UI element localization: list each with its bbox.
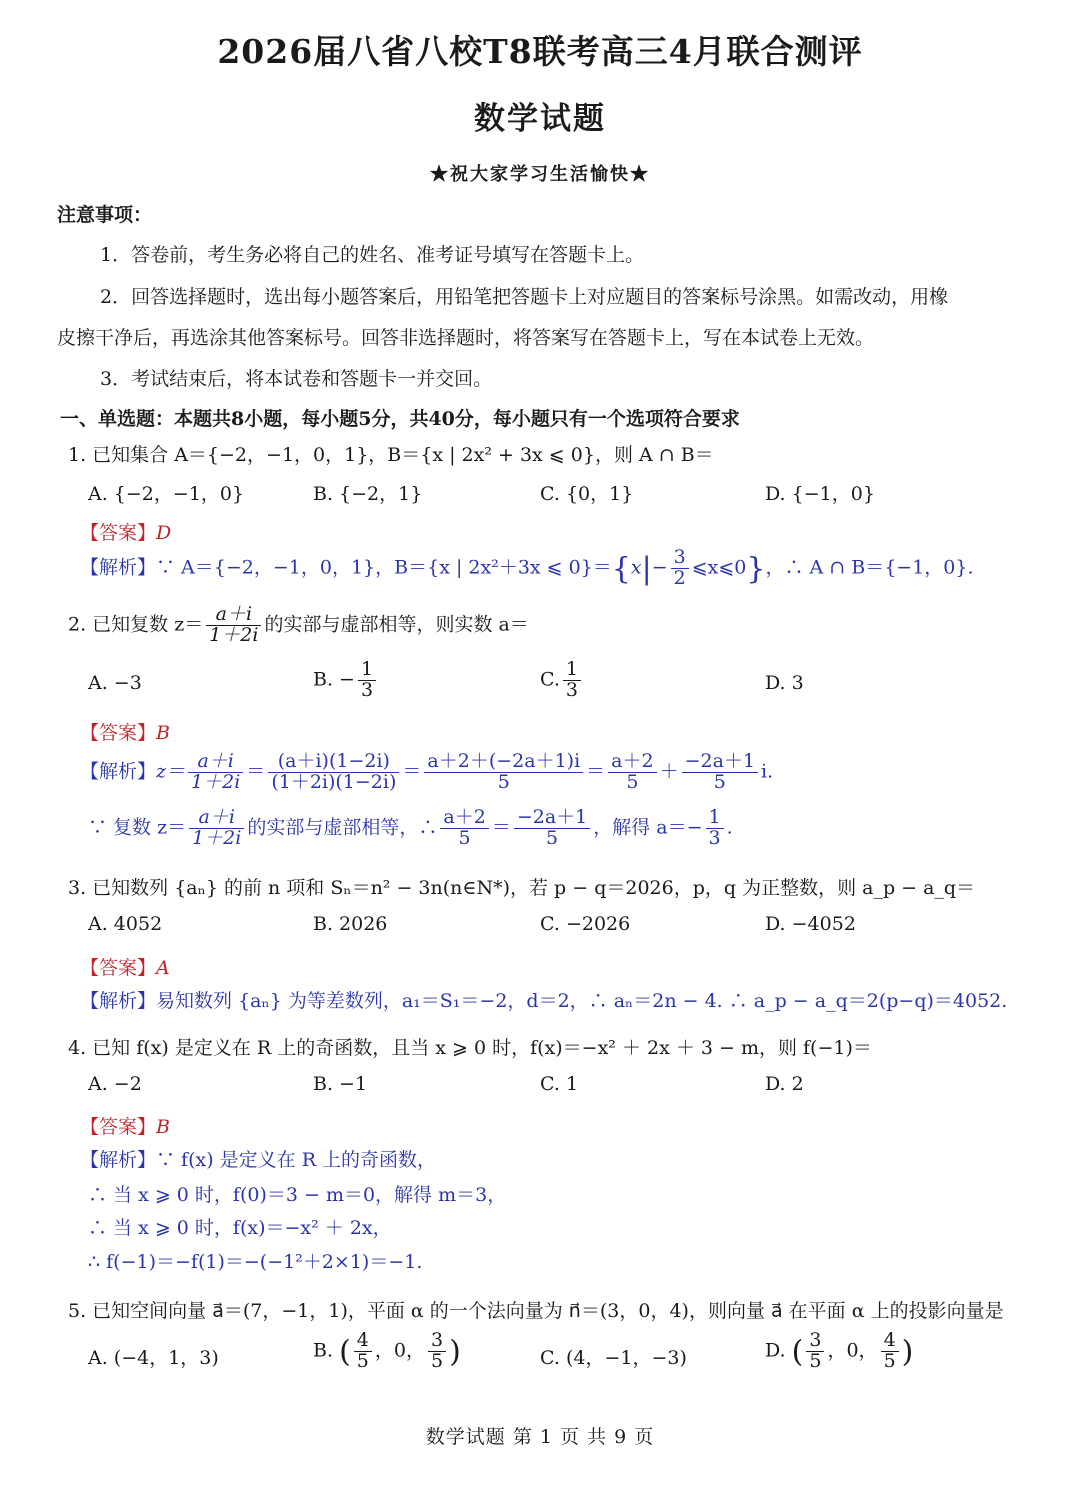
right-brace: } <box>746 551 766 587</box>
fraction-denominator: 3 <box>565 678 578 701</box>
fraction <box>354 1331 372 1372</box>
fraction <box>189 808 244 849</box>
fraction <box>881 1331 899 1372</box>
fraction <box>671 548 689 589</box>
fraction-denominator: (1＋2i)(1−2i) <box>271 770 397 793</box>
q4-option-d: D. 2 <box>765 1073 804 1095</box>
divider-bar: | <box>641 551 652 587</box>
left-paren: ( <box>791 1334 804 1370</box>
fraction-numerator: a＋i <box>189 808 244 829</box>
fraction-denominator: 1＋2i <box>209 623 259 646</box>
fraction-numerator: a＋i <box>206 605 261 626</box>
fraction-numerator: 3 <box>428 1331 446 1352</box>
q4-analysis-line-4: ∴ f(−1)＝−f(1)＝−(−1²＋2×1)＝−1. <box>88 1251 423 1273</box>
q2-analysis-part-1: ∵ 复数 z＝ <box>88 816 187 839</box>
q2-stem <box>68 605 529 646</box>
fraction-numerator: a＋2 <box>440 808 488 829</box>
notice-item-3: 3．考试结束后，将本试卷和答题卡一并交回。 <box>100 368 493 390</box>
q5-option-b-prefix: B. <box>313 1339 334 1362</box>
left-brace: { <box>611 551 631 587</box>
q5-option-a: A. (−4，1，3) <box>88 1347 219 1369</box>
fraction-denominator: 5 <box>713 770 726 793</box>
q2-analysis-part-2: 的实部与虚部相等，∴ <box>247 816 438 839</box>
fraction <box>563 660 581 701</box>
fraction-denominator: 5 <box>809 1349 822 1372</box>
answer-label: 【答案】 <box>80 1116 157 1138</box>
q5-option-c: C. (4，−1，−3) <box>540 1347 687 1369</box>
q2-option-c <box>540 660 584 701</box>
q2-analysis-i: i. <box>761 760 774 783</box>
notice-item-1: 1．答卷前，考生务必将自己的姓名、准考证号填写在答题卡上。 <box>100 244 645 266</box>
q3-option-c: C. −2026 <box>540 913 631 935</box>
fraction-numerator: −2a＋1 <box>514 808 590 829</box>
q2-option-b <box>313 660 379 701</box>
q1-analysis <box>80 548 974 589</box>
q1-option-a: A. {−2，−1，0} <box>88 483 245 505</box>
q3-stem: 3. 已知数列 {aₙ} 的前 n 项和 Sₙ＝n² − 3n(n∈N*)，若 p − q＝2026，p，q 为正整数，则 a_p − a_q＝ <box>68 877 976 899</box>
fraction <box>608 752 656 793</box>
fraction <box>188 752 243 793</box>
q1-stem: 1. 已知集合 A＝{−2，−1，0，1}，B＝{x | 2x² + 3x ⩽ 0}，则 A ∩ B＝ <box>68 444 714 466</box>
q1-analysis-var: x <box>630 556 642 579</box>
q3-answer-value: A <box>156 957 170 979</box>
analysis-label: 【解析】 <box>80 556 157 579</box>
fraction-numerator: −2a＋1 <box>682 752 758 773</box>
q5-option-b <box>313 1331 461 1372</box>
fraction-numerator: a＋i <box>188 752 243 773</box>
separator: ，0， <box>374 1339 425 1362</box>
fraction-denominator: 2 <box>673 566 686 589</box>
q4-option-a: A. −2 <box>88 1073 142 1095</box>
q1-answer-value: D <box>156 522 172 544</box>
q1-analysis-part-3: ，∴ A ∩ B＝{−1，0}. <box>765 556 974 579</box>
q1-analysis-part-1: ∵ A＝{−2，−1，0，1}，B＝{x | 2x²＋3x ⩽ 0}＝ <box>156 556 612 579</box>
q2-stem-part-2: 的实部与虚部相等，则实数 a＝ <box>264 613 529 636</box>
fraction <box>424 752 583 793</box>
fraction-denominator: 3 <box>708 826 721 849</box>
analysis-label: 【解析】 <box>80 1149 157 1171</box>
fraction <box>682 752 758 793</box>
q5-option-d-prefix: D. <box>765 1339 786 1362</box>
fraction-denominator: 5 <box>883 1349 896 1372</box>
q4-answer-value: B <box>156 1116 170 1138</box>
fraction-numerator: a＋2 <box>608 752 656 773</box>
q3-analysis <box>80 986 1007 1013</box>
q5-stem: 5. 已知空间向量 a⃗＝(7，−1，1)，平面 α 的一个法向量为 n⃗＝(3，0，4)，则向量 a⃗ 在平面 α 上的投影向量是 <box>68 1300 1004 1322</box>
fraction-denominator: 3 <box>360 678 374 701</box>
fraction-denominator: 5 <box>626 770 639 793</box>
q1-analysis-minus: − <box>651 556 668 579</box>
q2-option-d: D. 3 <box>765 672 804 694</box>
q2-option-b-prefix: B. − <box>313 668 355 691</box>
fraction-numerator: 4 <box>881 1331 899 1352</box>
fraction-numerator: 1 <box>563 660 581 681</box>
q2-option-c-prefix: C. <box>540 668 560 691</box>
fraction-numerator: a＋2＋(−2a＋1)i <box>424 752 583 773</box>
fraction-denominator: 5 <box>497 770 510 793</box>
q2-analysis-period: . <box>726 816 733 839</box>
motto: ★祝大家学习生活愉快★ <box>430 164 650 185</box>
left-paren: ( <box>339 1334 351 1370</box>
notice-item-2-line-2: 皮擦干净后，再选涂其他答案标号。回答非选择题时，将答案写在答题卡上，写在本试卷上无效。 <box>57 327 875 349</box>
fraction-numerator: 1 <box>358 660 376 681</box>
exam-subtitle: 数学试题 <box>474 101 606 137</box>
q1-analysis-part-2: ⩽x⩽0 <box>691 556 747 579</box>
q1-option-b: B. {−2，1} <box>313 483 423 505</box>
fraction-numerator: 1 <box>706 808 724 829</box>
fraction <box>268 752 399 793</box>
fraction-numerator: 3 <box>806 1331 824 1352</box>
section-heading: 一、单选题：本题共8小题，每小题5分，共40分，每小题只有一个选项符合要求 <box>60 408 740 430</box>
q4-analysis-text-1: ∵ f(x) 是定义在 R 上的奇函数， <box>156 1149 437 1171</box>
exam-title: 2026届八省八校T8联考高三4月联合测评 <box>217 32 863 71</box>
q5-option-d <box>765 1331 913 1372</box>
q2-analysis-part-3: ，解得 a＝− <box>593 816 703 839</box>
fraction-numerator: 4 <box>354 1331 372 1352</box>
q4-stem: 4. 已知 f(x) 是定义在 R 上的奇函数，且当 x ⩾ 0 时，f(x)＝−x² ＋ 2x ＋ 3 − m，则 f(−1)＝ <box>68 1037 872 1059</box>
notice-heading: 注意事项： <box>57 204 153 226</box>
q3-option-b: B. 2026 <box>313 913 388 935</box>
q3-answer <box>80 953 170 980</box>
fraction-denominator: 5 <box>356 1349 369 1372</box>
notice-item-2-line-1: 2．回答选择题时，选出每小题答案后，用铅笔把答题卡上对应题目的答案标号涂黑。如需改动，用橡 <box>100 286 949 308</box>
fraction-denominator: 5 <box>458 826 471 849</box>
q4-analysis-line-2: ∴ 当 x ⩾ 0 时，f(0)＝3 − m＝0，解得 m＝3， <box>88 1184 507 1206</box>
fraction-numerator: 3 <box>671 548 689 569</box>
answer-label: 【答案】 <box>80 522 157 544</box>
q3-option-d: D. −4052 <box>765 913 856 935</box>
q2-analysis-line-2: ∵ 复数 z＝ $\frac{a+i}{1+2i}$ 的实部与虚部相等，∴ $\frac{a+2}{5}$ ＝ $\frac{-2a+1}{5}$ ，解得 a＝− $\frac{1}{3}$ . <box>88 806 733 849</box>
fraction-numerator: (a＋i)(1−2i) <box>268 752 399 773</box>
q1-option-c: C. {0，1} <box>540 483 634 505</box>
q4-answer <box>80 1112 170 1139</box>
q2-analysis-line-1: 【解析】z＝ $\frac{a+i}{1+2i}$ ＝ $\frac{(a+i)(1-2i)}{(1+2i)(1-2i)}$ ＝ $\frac{a+2+(-2a+1)i}{5}$ ＝ $\frac{a+2}{5}$ ＋ $\frac{-2a+1}{5}$ i. <box>80 750 774 793</box>
q2-answer-value: B <box>156 722 170 744</box>
fraction <box>358 660 376 701</box>
fraction <box>806 1331 824 1372</box>
q4-option-c: C. 1 <box>540 1073 579 1095</box>
q4-analysis-line-3: ∴ 当 x ⩾ 0 时，f(x)＝−x² ＋ 2x， <box>88 1217 392 1239</box>
fraction <box>428 1331 446 1372</box>
page-footer: 数学试题 第 1 页 共 9 页 <box>425 1426 655 1448</box>
q2-stem-part-1: 2. 已知复数 z＝ <box>68 613 204 636</box>
right-paren: ) <box>901 1334 914 1370</box>
q2-option-a: A. −3 <box>88 672 142 694</box>
q2-answer <box>80 718 170 745</box>
q4-analysis-line-1 <box>80 1145 436 1172</box>
answer-label: 【答案】 <box>80 957 157 979</box>
fraction <box>440 808 488 849</box>
fraction-denominator: 5 <box>430 1349 444 1372</box>
q3-option-a: A. 4052 <box>88 913 163 935</box>
right-paren: ) <box>449 1334 461 1370</box>
q2-analysis-z: z＝ <box>156 760 186 783</box>
separator: ，0， <box>827 1339 878 1362</box>
fraction-denominator: 5 <box>545 826 559 849</box>
q3-analysis-text: 易知数列 {aₙ} 为等差数列，a₁＝S₁＝−2，d＝2，∴ aₙ＝2n − 4. ∴ a_p − a_q＝2(p−q)＝4052. <box>156 990 1008 1012</box>
fraction-denominator: 1＋2i <box>191 770 241 793</box>
analysis-label: 【解析】 <box>80 760 157 783</box>
q1-answer <box>80 518 171 545</box>
fraction-denominator: 1＋2i <box>192 826 242 849</box>
fraction <box>206 605 261 646</box>
q4-option-b: B. −1 <box>313 1073 368 1095</box>
answer-label: 【答案】 <box>80 722 157 744</box>
analysis-label: 【解析】 <box>80 990 157 1012</box>
fraction <box>514 808 590 849</box>
fraction <box>706 808 724 849</box>
q1-option-d: D. {−1，0} <box>765 483 875 505</box>
